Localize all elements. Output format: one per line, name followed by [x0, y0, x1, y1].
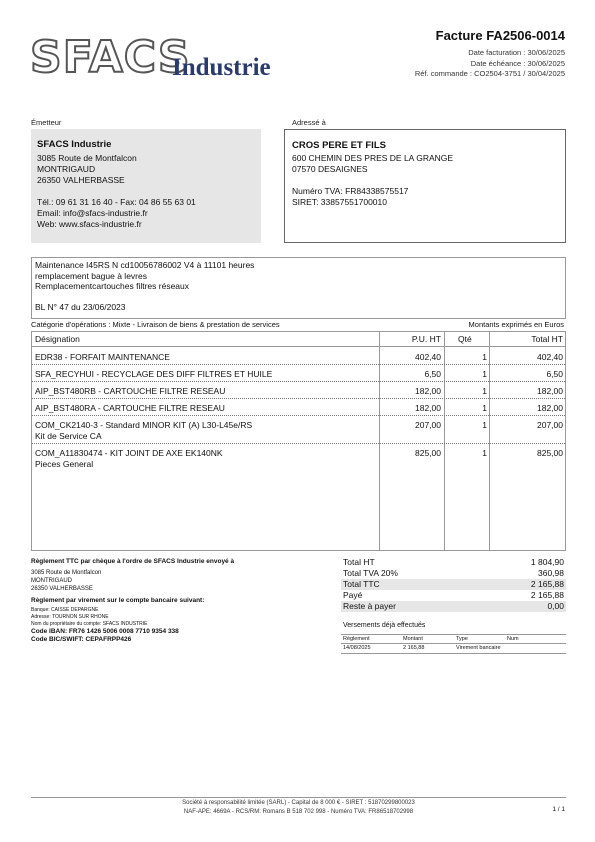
row-unit-price: 182,00: [415, 403, 441, 413]
bic: Code BIC/SWIFT: CEPAFRPP426: [31, 636, 132, 643]
row-quantity: 1: [482, 386, 487, 396]
row-designation: EDR38 - FORFAIT MAINTENANCE: [35, 352, 170, 362]
payment-type: Virement bancaire: [456, 645, 501, 651]
row-quantity: 1: [482, 448, 487, 458]
cheque-line: 3085 Route de Montfalcon: [31, 570, 102, 576]
row-quantity: 1: [482, 420, 487, 430]
row-unit-price: 402,40: [415, 352, 441, 362]
invoice-meta: [415, 48, 565, 80]
payments-table: [341, 634, 566, 654]
cheque-line: 26350 VALHERBASSE: [31, 586, 93, 592]
emitter-web: Web: www.sfacs-industrie.fr: [37, 219, 142, 229]
row-quantity: 1: [482, 352, 487, 362]
row-total: 207,00: [537, 420, 563, 430]
recipient-line: 600 CHEMIN DES PRES DE LA GRANGE: [292, 153, 454, 163]
bank-line: Banque: CAISSE DEPARGNE: [31, 607, 99, 613]
category-row: [31, 320, 566, 329]
total-tva-row: [341, 568, 566, 579]
row-separator: [32, 443, 565, 444]
row-total: 825,00: [537, 448, 563, 458]
recipient-spacer: [292, 175, 453, 186]
footer-line-1: Société à responsabilité limitée (SARL) - Capital de 8 000 € - SIRET : 51870299800023: [182, 800, 415, 806]
total-value: 2 165,88: [530, 590, 564, 600]
invoice-title: Facture FA2506-0014: [435, 28, 565, 43]
row-separator: [32, 381, 565, 382]
table-header: [32, 332, 565, 347]
page-number: 1 / 1: [552, 806, 565, 813]
cheque-title: Règlement TTC par chèque à l'ordre de SFACS Industrie envoyé à: [31, 558, 235, 565]
emitter-address: [37, 153, 196, 230]
description-line: remplacement bague à levres: [35, 270, 147, 281]
due-date: Date échéance : 30/06/2025: [470, 58, 565, 68]
totals-box: [341, 557, 566, 612]
row-separator: [32, 415, 565, 416]
row-total: 402,40: [537, 352, 563, 362]
emitter-line: 3085 Route de Montfalcon: [37, 153, 137, 163]
recipient-siret: SIRET: 33857551700010: [292, 197, 387, 207]
payments-col-header: Type: [456, 636, 468, 642]
header-total: Total HT: [531, 334, 563, 344]
row-designation-sub: Pieces General: [35, 459, 94, 469]
row-unit-price: 207,00: [415, 420, 441, 430]
total-label: Total HT: [343, 557, 375, 567]
transfer-title: Règlement par virement sur le compte bancaire suivant:: [31, 597, 205, 604]
recipient-label: Adressé à: [292, 118, 326, 127]
row-quantity: 1: [482, 369, 487, 379]
emitter-line: 26350 VALHERBASSE: [37, 175, 125, 185]
total-label: Total TTC: [343, 579, 380, 589]
total-value: 360,98: [538, 568, 564, 578]
footer-line-2: NAF-APE: 4669A - RCS/RM: Romans B 518 702 998 - Numéro TVA: FR86518702998: [183, 809, 414, 815]
description-line: Maintenance I45RS N cd10056786002 V4 à 11101 heures: [35, 260, 255, 270]
header-designation: Désignation: [35, 334, 80, 344]
row-total: 182,00: [537, 386, 563, 396]
row-designation: AIP_BST480RA - CARTOUCHE FILTRE RESEAU: [35, 403, 225, 413]
footer: [31, 799, 566, 817]
remaining-row: [341, 601, 566, 612]
payment-info: [31, 558, 321, 644]
logo-sfacs-text: SFACS: [30, 32, 191, 83]
recipient-box: [284, 129, 566, 243]
total-value: 1 804,90: [530, 557, 564, 567]
row-designation: AIP_BST480RB - CARTOUCHE FILTRE RESEAU: [35, 386, 226, 396]
row-designation-sub: Kit de Service CA: [35, 431, 102, 441]
row-separator: [32, 398, 565, 399]
payments-col-header: Num: [507, 636, 519, 642]
logo-industrie-text: Industrie: [172, 54, 271, 81]
company-logo: [30, 34, 290, 84]
paid-row: [341, 590, 566, 601]
row-designation: [35, 448, 380, 470]
recipient-vat: Numéro TVA: FR84338575517: [292, 186, 409, 196]
description-box: [31, 257, 566, 319]
row-unit-price: 6,50: [424, 369, 441, 379]
row-total: 182,00: [537, 403, 563, 413]
total-value: 2 165,88: [530, 579, 564, 589]
total-ht-row: [341, 557, 566, 568]
row-designation: [35, 420, 380, 442]
emitter-phone: Tél.: 09 61 31 16 40 - Fax: 04 86 55 63 01: [37, 197, 196, 207]
bank-line: Adresse: TOURNON SUR RHONE: [31, 614, 109, 620]
row-total: 6,50: [546, 369, 563, 379]
payments-row: [341, 644, 566, 654]
payments-col-header: Montant: [403, 636, 423, 642]
payment-amount: 2 165,88: [403, 645, 425, 651]
emitter-spacer: [37, 186, 196, 197]
row-unit-price: 182,00: [415, 386, 441, 396]
payments-header: [341, 634, 566, 644]
total-label: Total TVA 20%: [343, 568, 398, 578]
delivery-note: BL N° 47 du 23/06/2023: [35, 302, 126, 312]
footer-divider: [31, 797, 566, 798]
total-label: Reste à payer: [343, 601, 396, 611]
row-unit-price: 825,00: [415, 448, 441, 458]
recipient-name: CROS PERE ET FILS: [292, 140, 386, 151]
description-spacer: [35, 292, 562, 303]
emitter-name: SFACS Industrie: [37, 139, 112, 150]
header-qty: Qté: [458, 334, 472, 344]
category-text: Catégorie d'opérations : Mixte - Livraison de biens & prestation de services: [31, 320, 280, 329]
invoice-date: Date facturation : 30/06/2025: [468, 48, 565, 57]
description-line: Remplacementcartouches filtres réseaux: [35, 281, 190, 291]
total-label: Payé: [343, 590, 363, 600]
payment-date: 14/08/2025: [343, 645, 371, 651]
total-ttc-row: [341, 579, 566, 590]
header-pu: P.U. HT: [411, 334, 441, 344]
recipient-address: [292, 153, 453, 208]
items-table: [31, 331, 566, 551]
order-ref: Réf. commande : CO2504-3751 / 30/04/2025: [414, 69, 565, 78]
bank-line: Nom du propriétaire du compte: SFACS INDUSTRIE: [31, 621, 148, 627]
row-designation-main: COM_CK2140-3 - Standard MINOR KIT (A) L30-L45e/RS: [35, 420, 253, 430]
cheque-line: MONTRIGAUD: [31, 578, 72, 584]
payments-col-header: Règlement: [343, 636, 370, 642]
row-quantity: 1: [482, 403, 487, 413]
row-designation-main: COM_A11830474 - KIT JOINT DE AXE EK140NK: [35, 448, 223, 458]
row-designation: SFA_RECYHUI - RECYCLAGE DES DIFF FILTRES ET HUILE: [35, 369, 273, 379]
emitter-email: Email: info@sfacs-industrie.fr: [37, 208, 148, 218]
emitter-label: Émetteur: [31, 118, 62, 127]
total-value: 0,00: [547, 601, 564, 611]
emitter-line: MONTRIGAUD: [37, 164, 96, 174]
row-separator: [32, 364, 565, 365]
recipient-line: 07570 DESAIGNES: [292, 164, 368, 174]
iban: Code IBAN: FR76 1426 5006 0008 7710 9354 338: [31, 628, 179, 635]
payments-title: Versements déjà effectués: [343, 622, 426, 629]
currency-note: Montants exprimés en Euros: [468, 320, 564, 329]
emitter-box: [31, 129, 261, 243]
